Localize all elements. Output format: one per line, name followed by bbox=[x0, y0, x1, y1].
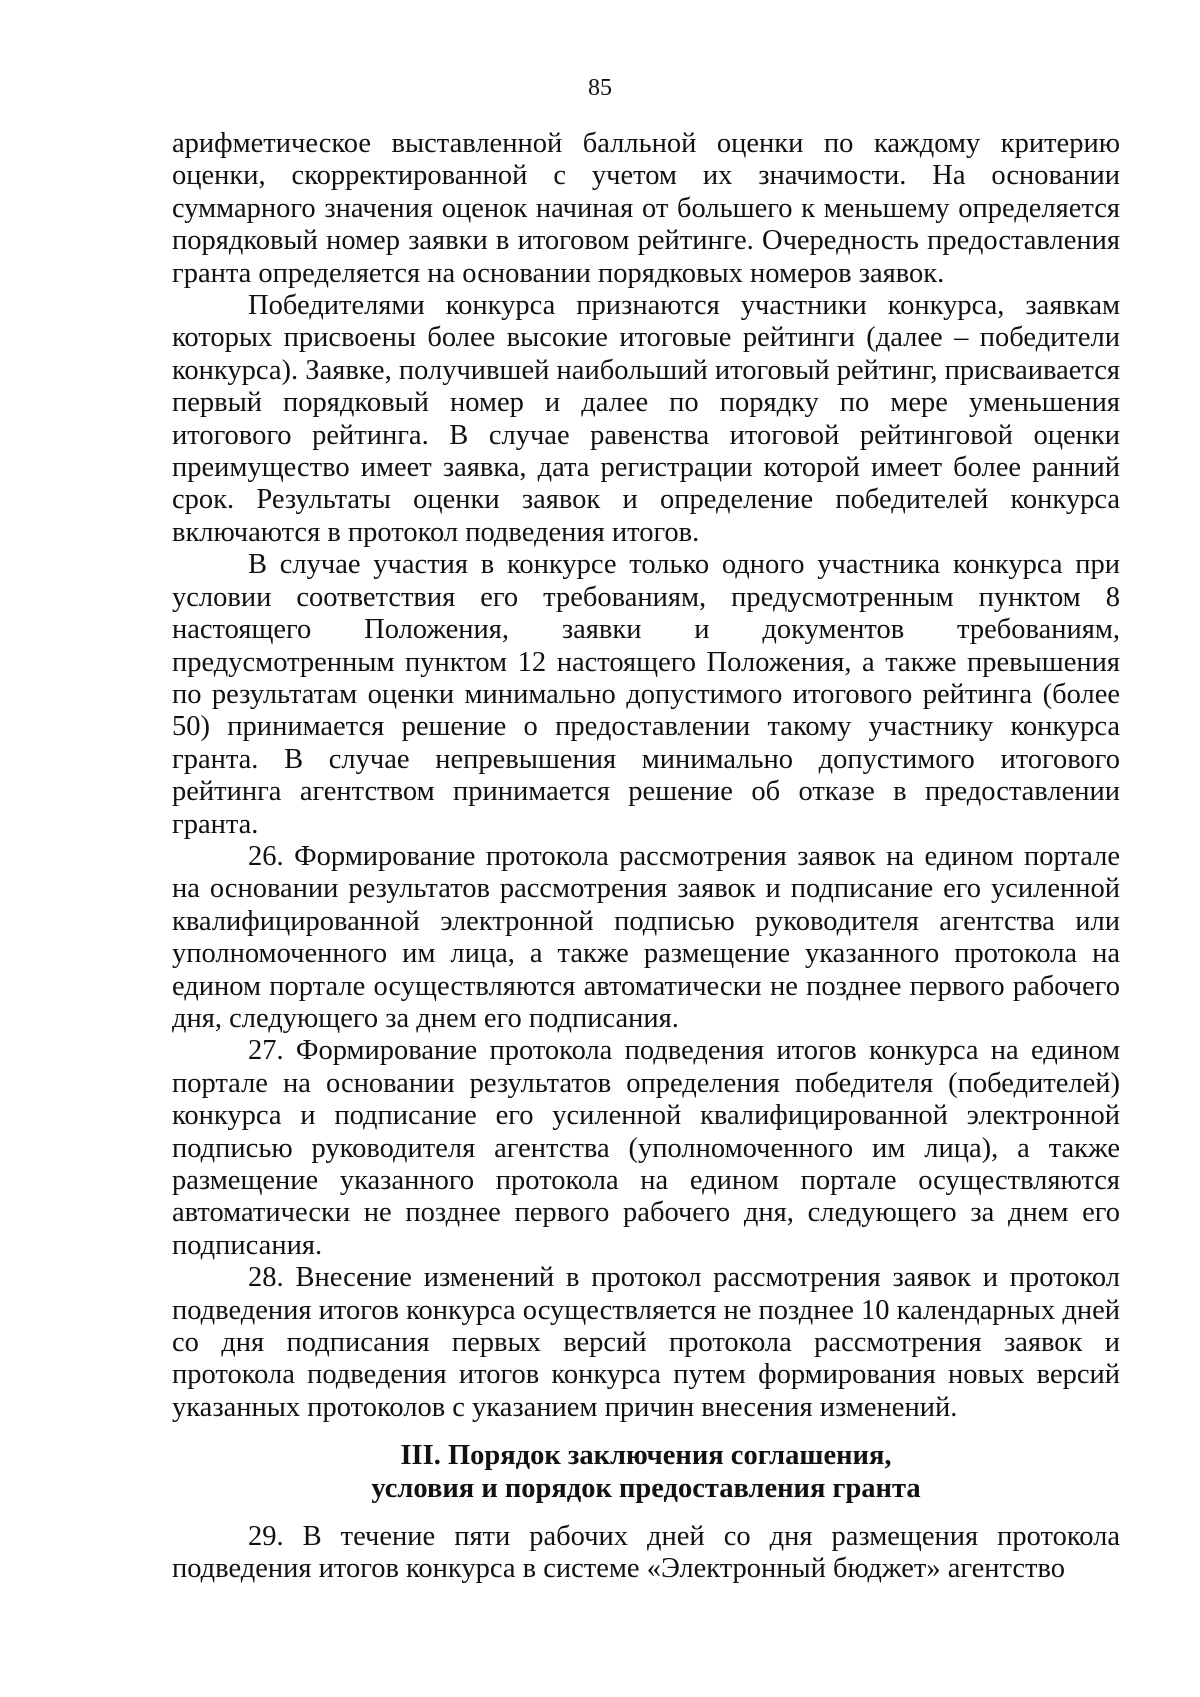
section-heading bbox=[172, 1440, 1120, 1505]
paragraph-item-29: 29. В течение пяти рабочих дней со дня размещения протокола подведения итогов конкурса в системе «Электронный бюджет» агентство bbox=[172, 1521, 1120, 1585]
page-number: 85 bbox=[588, 75, 612, 101]
document-body bbox=[172, 128, 1120, 1586]
paragraph-single-participant: В случае участия в конкурсе только одного участника конкурса при условии соответствия его требованиям, предусмотренным пунктом 8 настоящего Положения, заявки и документов требованиям, предусмотренным пунктом 12 настоящего Положения, а также превышения по результатам оценки минимально допустимого итогового рейтинга (более 50) принимается решение о предоставлении такому участнику конкурса гранта. В случае непревышения минимально допустимого итогового рейтинга агентством принимается решение об отказе в предоставлении гранта. bbox=[172, 549, 1120, 840]
paragraph-item-27: 27. Формирование протокола подведения итогов конкурса на едином портале на основании результатов определения победителя (победителей) конкурса и подписание его усиленной квалифицированной электронной подписью руководителя агентства (уполномоченного им лица), а также размещение указанного протокола на едином портале осуществляются автоматически не позднее первого рабочего дня, следующего за днем его подписания. bbox=[172, 1035, 1120, 1261]
paragraph-item-26: 26. Формирование протокола рассмотрения заявок на едином портале на основании результатов рассмотрения заявок и подписание его усиленной квалифицированной электронной подписью руководителя агентства или уполномоченного им лица, а также размещение указанного протокола на едином портале осуществляются автоматически не позднее первого рабочего дня, следующего за днем его подписания. bbox=[172, 840, 1120, 1034]
paragraph-continuation: арифметическое выставленной балльной оценки по каждому критерию оценки, скорректированной с учетом их значимости. На основании суммарного значения оценок начиная от большего к меньшему определяется порядковый номер заявки в итоговом рейтинге. Очередность предоставления гранта определяется на основании порядковых номеров заявок. bbox=[172, 128, 1120, 289]
section-heading-line-2: условия и порядок предоставления гранта bbox=[371, 1472, 921, 1504]
paragraph-item-28: 28. Внесение изменений в протокол рассмотрения заявок и протокол подведения итогов конкурса осуществляется не позднее 10 календарных дней со дня подписания первых версий протокола рассмотрения заявок и протокола подведения итогов конкурса путем формирования новых версий указанных протоколов с указанием причин внесения изменений. bbox=[172, 1262, 1120, 1423]
paragraph-winners: Победителями конкурса признаются участники конкурса, заявкам которых присвоены более высокие итоговые рейтинги (далее – победители конкурса). Заявке, получившей наибольший итоговый рейтинг, присваивается первый порядковый номер и далее по порядку по мере уменьшения итогового рейтинга. В случае равенства итоговой рейтинговой оценки преимущество имеет заявка, дата регистрации которой имеет более ранний срок. Результаты оценки заявок и определение победителей конкурса включаются в протокол подведения итогов. bbox=[172, 290, 1120, 548]
section-heading-line-1: III. Порядок заключения соглашения, bbox=[400, 1440, 892, 1472]
